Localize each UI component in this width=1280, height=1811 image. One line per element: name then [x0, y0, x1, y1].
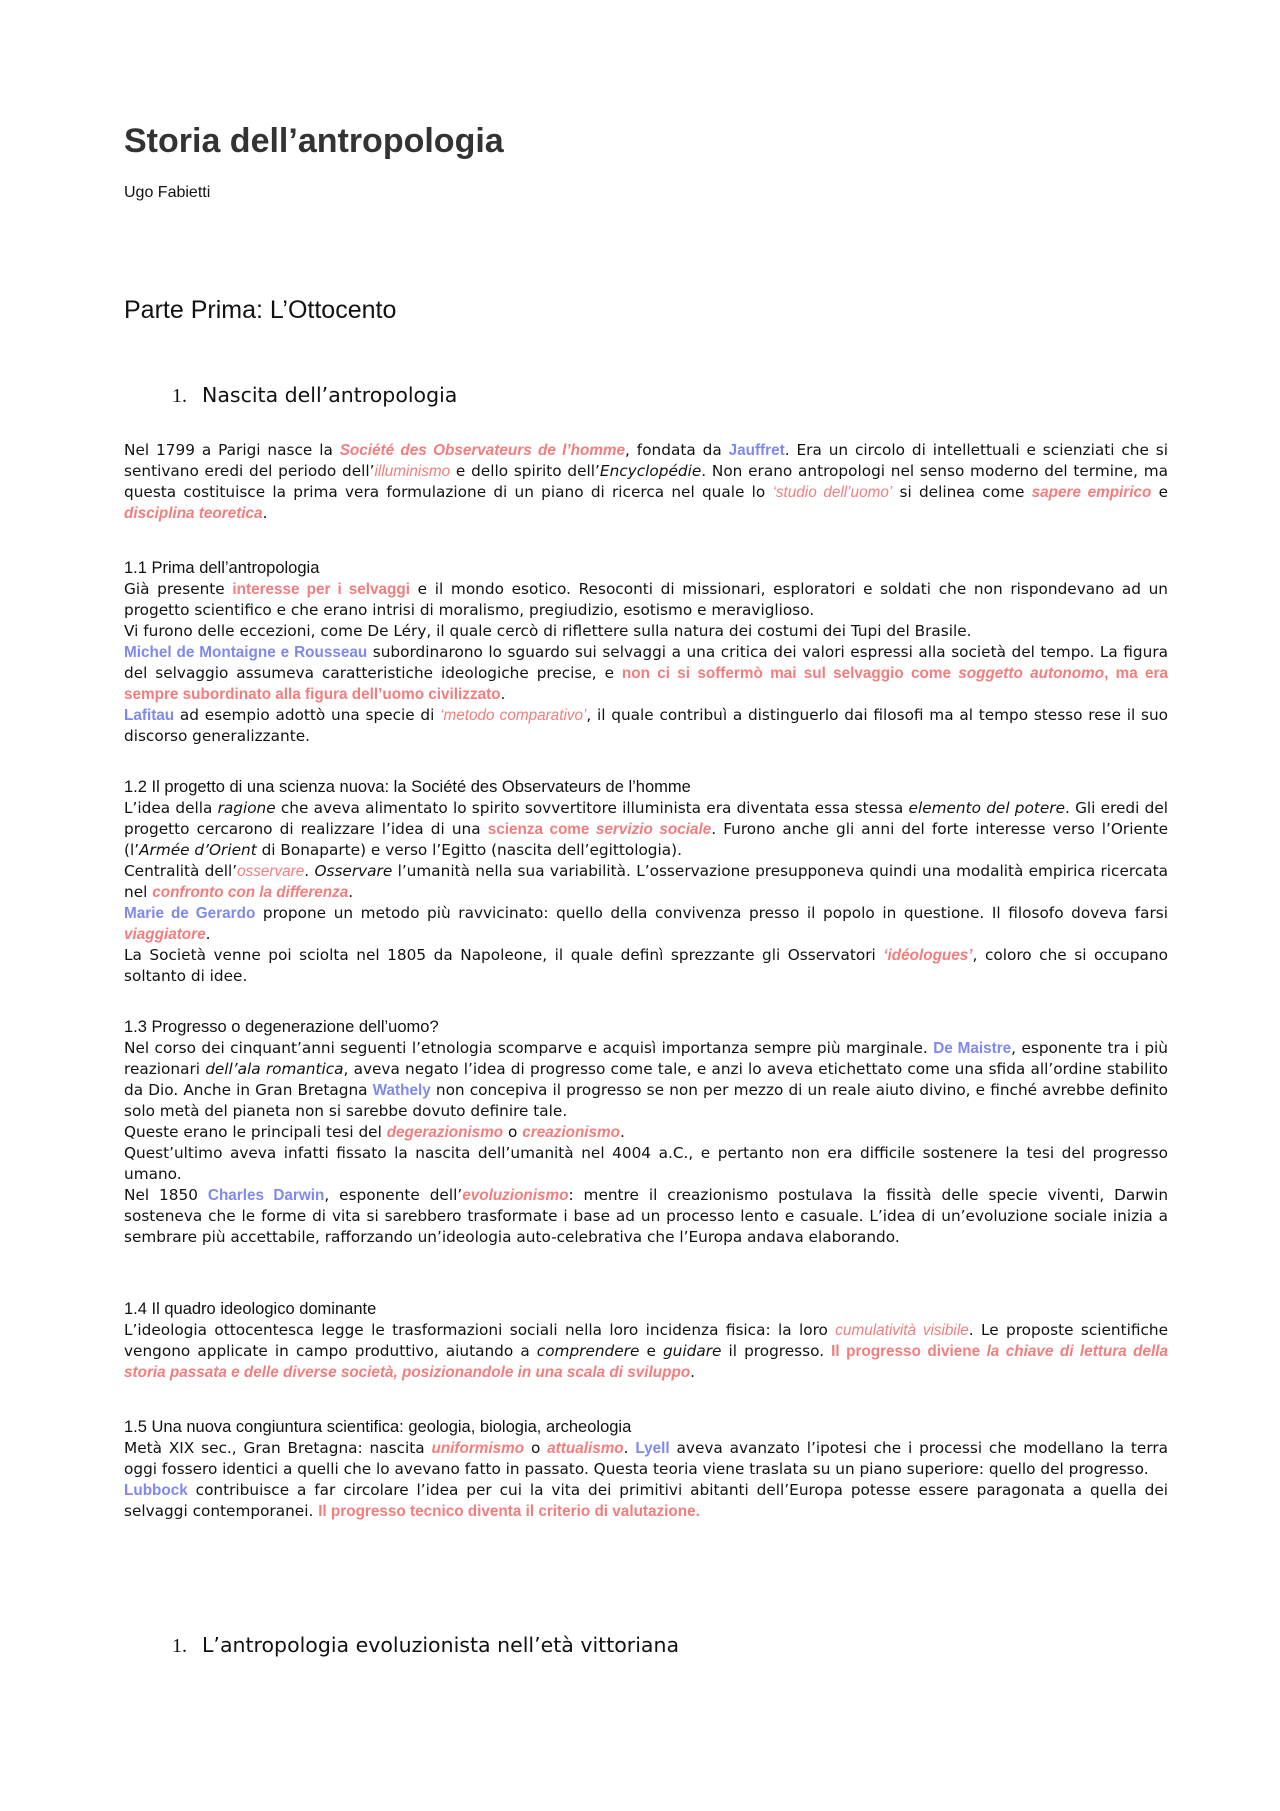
- highlight-term: attualismo: [547, 1440, 624, 1457]
- person-name: Michel de Montaigne e Rousseau: [124, 644, 368, 661]
- person-name: Wathely: [372, 1082, 431, 1099]
- highlight-term: uniformismo: [431, 1440, 525, 1457]
- chapter-title: Nascita dell’antropologia: [202, 383, 458, 407]
- section-heading: 1.4 Il quadro ideologico dominante: [124, 1300, 377, 1318]
- person-name: De Maistre: [933, 1040, 1012, 1057]
- person-name: Charles Darwin: [207, 1187, 325, 1204]
- chapter-heading-2: [172, 1633, 679, 1658]
- highlight-term: Société des Observateurs de l’homme: [339, 442, 626, 459]
- chapter-number: 1.: [172, 1635, 187, 1657]
- section-1-5: 1.5 Una nuova congiuntura scientifica: geologia, biologia, archeologia Metà XIX sec., Gran Bretagna: nascita uniformismo o attualismo. Lyell aveva avanzato l’ipotesi che i processi che modellano la terra oggi fossero identici a quelli che lo avevano fatto in passato. Questa teoria viene traslata su un piano superiore: quello del progresso. Lubbock contribuisce a far circolare l’idea per cui la vita dei primitivi abitanti dell’Europa potesse essere paragonata a quella dei selvaggi contemporanei. Il progresso tecnico diventa il criterio di valutazione.: [124, 1418, 1169, 1520]
- person-name: Lafitau: [124, 707, 175, 724]
- highlight-term: sapere empirico: [1031, 484, 1152, 501]
- highlight-term: confronto con la differenza: [152, 884, 349, 901]
- chapter-heading-1: [172, 383, 457, 408]
- chapter-number: 1.: [172, 385, 187, 407]
- document-title: Storia dell’antropologia: [124, 122, 504, 160]
- highlight-term: ‘metodo comparativo’: [440, 707, 587, 724]
- person-name: Lyell: [635, 1440, 670, 1457]
- highlight-term: cumulatività visibile: [835, 1322, 969, 1339]
- highlight-term: osservare: [237, 863, 305, 880]
- section-heading: 1.2 Il progetto di una scienza nuova: la Société des Observateurs de l’homme: [124, 778, 691, 796]
- highlight-term: degerazionismo: [386, 1124, 504, 1141]
- highlight-term: evoluzionismo: [462, 1187, 569, 1204]
- section-heading: 1.1 Prima dell’antropologia: [124, 559, 320, 577]
- highlight-term: viaggiatore: [124, 926, 206, 943]
- highlight-term: disciplina teoretica: [124, 505, 263, 522]
- highlight-term: creazionismo: [522, 1124, 620, 1141]
- highlight-term: ‘idéologues’: [883, 947, 973, 964]
- highlight-term: ‘studio dell’uomo’: [772, 484, 893, 501]
- section-1-2: 1.2 Il progetto di una scienza nuova: la Société des Observateurs de l’homme L’idea della ragione che aveva alimentato lo spirito sovvertitore illuminista era diventata essa stessa elemento del potere. Gli eredi del progetto cercarono di realizzare l’idea di una scienza come servizio sociale. Furono anche gli anni del forte interesse verso l’Oriente (l’Armée d’Orient di Bonaparte) e verso l’Egitto (nascita dell’egittologia). Centralità dell’osservare. Osservare l’umanità nella sua variabilità. L’osservazione presupponeva quindi una modalità empirica ricercata nel confronto con la differenza. Marie de Gerardo propone un metodo più ravvicinato: quello della convivenza presso il popolo in questione. Il filosofo doveva farsi viaggiatore. La Società venne poi sciolta nel 1805 da Napoleone, il quale definì sprezzante gli Osservatori ‘idéologues’, coloro che si occupano soltanto di idee.: [124, 778, 1168, 985]
- highlight-term: Il progresso tecnico diventa il criterio di valutazione.: [318, 1503, 700, 1520]
- section-heading: 1.5 Una nuova congiuntura scientifica: geologia, biologia, archeologia: [124, 1418, 632, 1436]
- person-name: Lubbock: [124, 1482, 188, 1499]
- section-1-1: 1.1 Prima dell’antropologia Già presente interesse per i selvaggi e il mondo esotico. Resoconti di missionari, esploratori e soldati che non rispondevano ad un progetto scientifico e che erano intrisi di moralismo, pregiudizio, esotismo e meraviglioso. Vi furono delle eccezioni, come De Léry, il quale cercò di riflettere sulla natura dei costumi dei Tupi del Brasile. Michel de Montaigne e Rousseau subordinarono lo sguardo sui selvaggi a una critica dei valori espressi alla società del tempo. La figura del selvaggio assumeva caratteristiche ideologiche precise, e non ci si soffermò mai sul selvaggio come soggetto autonomo, ma era sempre subordinato alla figura dell’uomo civilizzato. Lafitau ad esempio adottò una specie di ‘metodo comparativo’, il quale contribuì a distinguerlo dai filosofi ma al tempo stesso rese il suo discorso generalizzante.: [124, 559, 1169, 745]
- person-name: Marie de Gerardo: [124, 905, 256, 922]
- section-1-3: 1.3 Progresso o degenerazione dell’uomo? Nel corso dei cinquant’anni seguenti l’etnologia scomparve e acquisì importanza sempre più marginale. De Maistre, esponente tra i più reazionari dell’ala romantica, aveva negato l’idea di progresso come tale, e anzi lo aveva etichettato come una sfida all’ordine stabilito da Dio. Anche in Gran Bretagna Wathely non concepiva il progresso se non per mezzo di un reale aiuto divino, e finché avrebbe definito solo metà del pianeta non si sarebbe dovuto definire tale. Queste erano le principali tesi del degerazionismo o creazionismo. Quest’ultimo aveva infatti fissato la nascita dell’umanità nel 4004 a.C., e pertanto non era difficile sostenere la tesi del progresso umano. Nel 1850 Charles Darwin, esponente dell’evoluzionismo: mentre il creazionismo postulava la fissità delle specie viventi, Darwin sosteneva che le forme di vita si sarebbero trasformate i base ad un processo lento e casuale. L’idea di un’evoluzione sociale inizia a sembrare più accettabile, rafforzando un’ideologia auto-celebrativa che l’Europa andava elaborando.: [124, 1018, 1169, 1246]
- section-1-4: 1.4 Il quadro ideologico dominante L’ideologia ottocentesca legge le trasformazioni sociali nella loro incidenza fisica: la loro cumulatività visibile. Le proposte scientifiche vengono applicate in campo produttivo, aiutando a comprendere e guidare il progresso. Il progresso diviene la chiave di lettura della storia passata e delle diverse società, posizionandole in una scala di sviluppo.: [124, 1300, 1169, 1381]
- section-heading: 1.3 Progresso o degenerazione dell’uomo?: [124, 1018, 439, 1036]
- chapter-title: L’antropologia evoluzionista nell’età vittoriana: [202, 1633, 680, 1657]
- author-name: Ugo Fabietti: [124, 184, 211, 201]
- highlight-term: interesse per i selvaggi: [232, 581, 410, 598]
- part-heading: Parte Prima: L’Ottocento: [124, 296, 397, 324]
- intro-paragraph: Nel 1799 a Parigi nasce la Société des Observateurs de l’homme, fondata da Jauffret. Era un circolo di intellettuali e scienziati che si sentivano eredi del periodo dell’illuminismo e dello spirito dell’Encyclopédie. Non erano antropologi nel senso moderno del termine, ma questa costituisce la prima vera formulazione di un piano di ricerca nel quale lo ‘studio dell’uomo’ si delinea come sapere empirico e disciplina teoretica.: [124, 441, 1168, 522]
- person-name: Jauffret: [728, 442, 785, 459]
- highlight-term: illuminismo: [374, 463, 451, 480]
